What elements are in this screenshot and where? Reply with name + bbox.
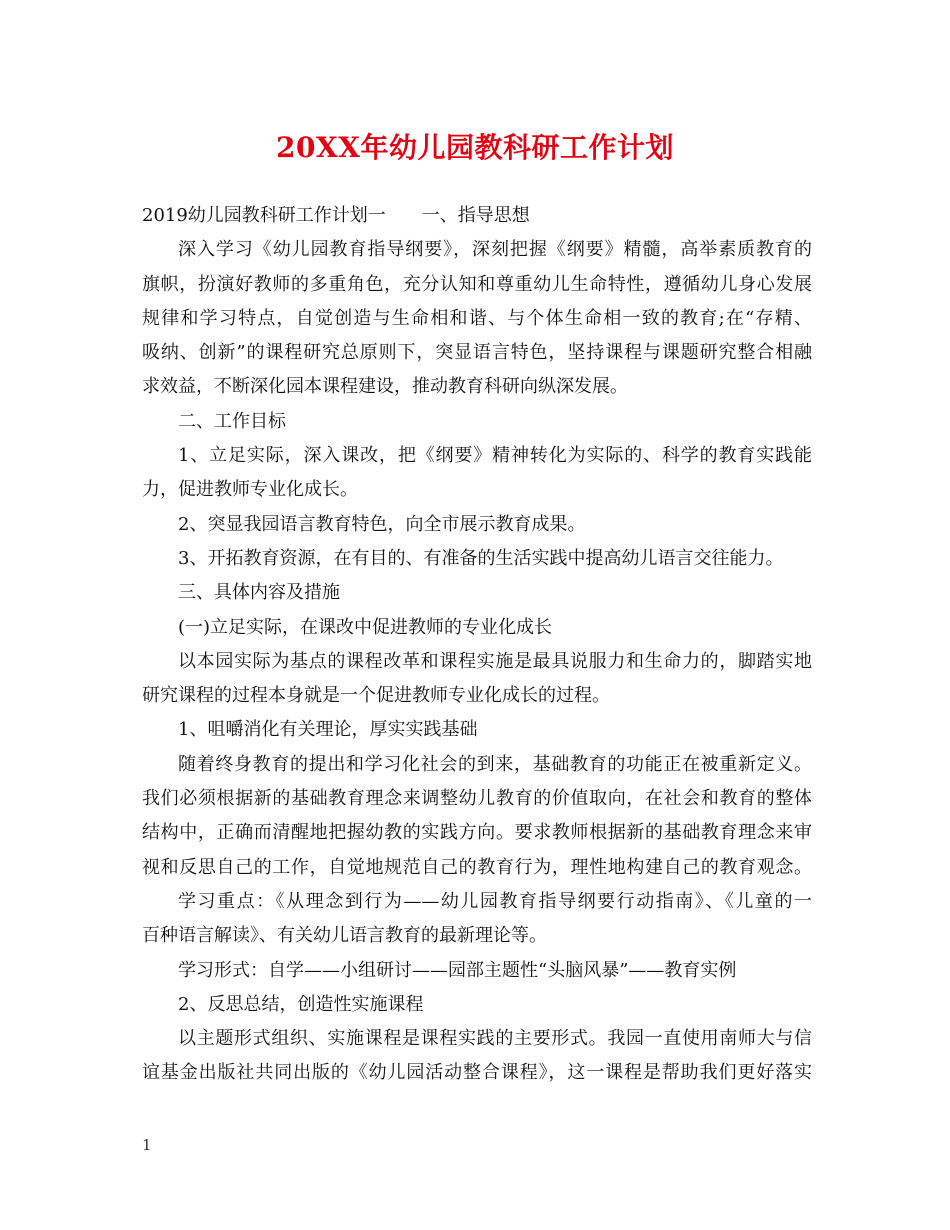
paragraph-line: 以主题形式组织、实施课程是课程实践的主要形式。我园一直使用南师大与信 — [178, 1028, 812, 1050]
subsection-heading: (一)立足实际，在课改中促进教师的专业化成长 — [178, 616, 553, 638]
paragraph-line: 旗帜，扮演好教师的多重角色，充分认知和尊重幼儿生命特性，遵循幼儿身心发展 — [142, 273, 812, 295]
paragraph-line: 深入学习《幼儿园教育指导纲要》，深刻把握《纲要》精髓，高举素质教育的 — [178, 239, 812, 261]
paragraph-line: 学习重点：《从理念到行为——幼儿园教育指导纲要行动指南》、《儿童的一 — [178, 890, 812, 912]
paragraph-line: 吸纳、创新”的课程研究总原则下，突显语言特色，坚持课程与课题研究整合相融 — [142, 342, 812, 364]
document-body — [142, 199, 812, 1091]
paragraph-line: 学习形式：自学——小组研讨——园部主题性“头脑风暴”——教育实例 — [178, 959, 737, 981]
paragraph-line: 百种语言解读》、有关幼儿语言教育的最新理论等。 — [142, 925, 547, 947]
document-title: 20XX年幼儿园教科研工作计划 — [276, 131, 674, 164]
paragraph-line: 研究课程的过程本身就是一个促进教师专业化成长的过程。 — [142, 685, 610, 707]
page-number: 1 — [142, 1136, 152, 1154]
paragraph-line: 结构中，正确而清醒地把握幼教的实践方向。要求教师根据新的基础教育理念来审 — [142, 822, 812, 844]
paragraph-line: 2019幼儿园教科研工作计划一 一、指导思想 — [142, 205, 530, 226]
section-heading: 三、具体内容及措施 — [178, 582, 340, 604]
section-heading: 二、工作目标 — [178, 410, 286, 432]
paragraph-line: 求效益，不断深化园本课程建设，推动教育科研向纵深发展。 — [142, 376, 628, 398]
paragraph-line: 以本园实际为基点的课程改革和课程实施是最具说服力和生命力的，脚踏实地 — [178, 650, 812, 672]
paragraph-line: 力，促进教师专业化成长。 — [142, 479, 358, 501]
paragraph-line: 随着终身教育的提出和学习化社会的到来，基础教育的功能正在被重新定义。 — [178, 753, 812, 775]
paragraph-line: 视和反思自己的工作，自觉地规范自己的教育行为，理性地构建自己的教育观念。 — [142, 856, 812, 878]
paragraph-line: 3、开拓教育资源，在有目的、有准备的生活实践中提高幼儿语言交往能力。 — [178, 547, 784, 569]
paragraph-line: 规律和学习特点，自觉创造与生命相和谐、与个体生命相一致的教育;在“存精、 — [142, 307, 812, 329]
paragraph-line: 我们必须根据新的基础教育理念来调整幼儿教育的价值取向，在社会和教育的整体 — [142, 788, 812, 810]
subsection-heading: 1、咀嚼消化有关理论，厚实实践基础 — [178, 719, 478, 741]
subsection-heading: 2、反思总结，创造性实施课程 — [178, 993, 424, 1015]
paragraph-line: 1、立足实际，深入课改，把《纲要》精神转化为实际的、科学的教育实践能 — [178, 445, 812, 467]
paragraph-line: 2、突显我园语言教育特色，向全市展示教育成果。 — [178, 513, 586, 535]
paragraph-line: 谊基金出版社共同出版的《幼儿园活动整合课程》，这一课程是帮助我们更好落实 — [142, 1062, 812, 1084]
